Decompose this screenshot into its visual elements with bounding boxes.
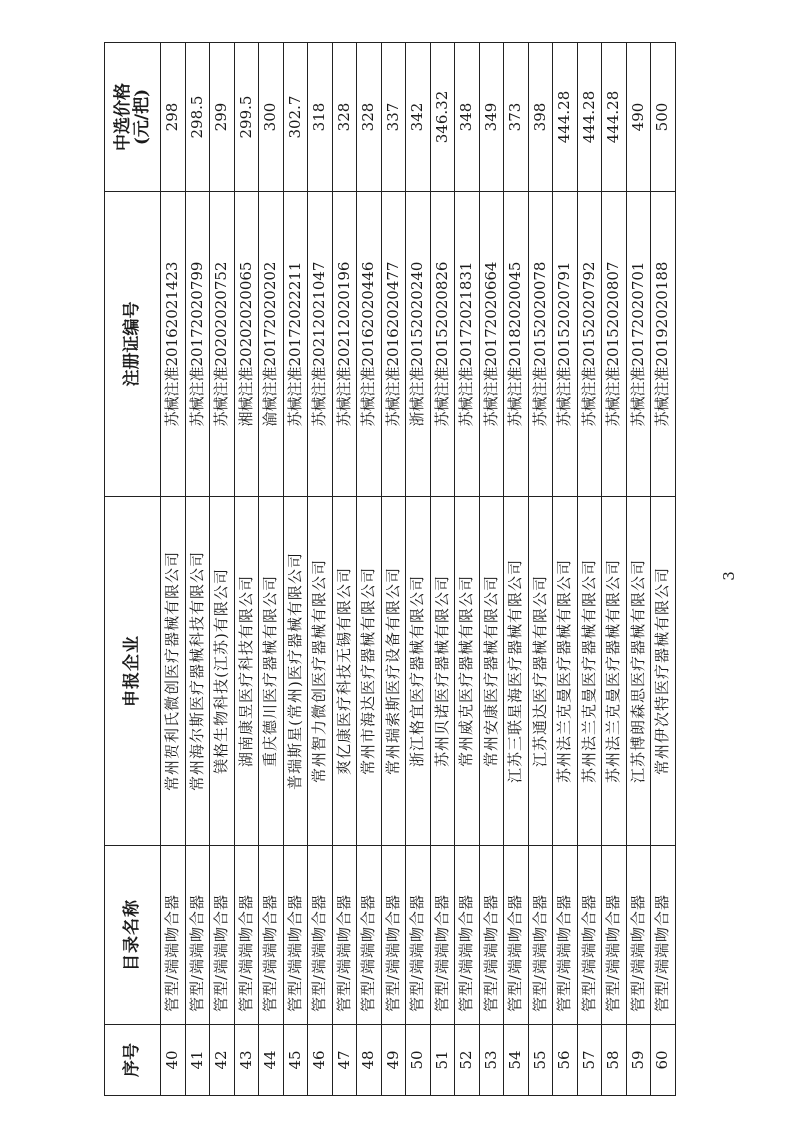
cell-seq: 57 [577,1025,602,1096]
cell-seq: 43 [234,1025,259,1096]
cell-company: 苏州贝诺医疗器械有限公司 [430,497,455,846]
cell-name: 管型/端端吻合器 [259,846,284,1025]
table-row [381,43,406,1096]
cell-reg: 湘械注准20202020065 [234,192,259,497]
table-row [185,43,210,1096]
cell-name: 管型/端端吻合器 [455,846,480,1025]
cell-price: 342 [406,43,431,192]
cell-price: 298.5 [185,43,210,192]
cell-name: 管型/端端吻合器 [234,846,259,1025]
cell-company: 常州市海达医疗器械有限公司 [357,497,382,846]
cell-price: 444.28 [553,43,578,192]
cell-company: 苏州法兰克曼医疗器械有限公司 [553,497,578,846]
cell-price: 490 [626,43,651,192]
cell-name: 管型/端端吻合器 [185,846,210,1025]
cell-seq: 58 [602,1025,627,1096]
cell-name: 管型/端端吻合器 [332,846,357,1025]
cell-reg: 苏械注准20162021423 [161,192,186,497]
cell-company: 爽亿康医疗科技无锡有限公司 [332,497,357,846]
table-row [161,43,186,1096]
rotated-table-wrapper [104,83,672,1096]
header-price-line1: 中选价格 [112,83,133,151]
page-number: 3 [720,571,738,581]
cell-price: 444.28 [602,43,627,192]
cell-name: 管型/端端吻合器 [357,846,382,1025]
cell-reg: 苏械注准20212020196 [332,192,357,497]
cell-reg: 苏械注准20172020664 [479,192,504,497]
header-price [105,43,161,192]
table-row [430,43,455,1096]
cell-price: 337 [381,43,406,192]
cell-name: 管型/端端吻合器 [430,846,455,1025]
cell-price: 299.5 [234,43,259,192]
cell-company: 常州安康医疗器械有限公司 [479,497,504,846]
cell-company: 常州智力微创医疗器械有限公司 [308,497,333,846]
cell-name: 管型/端端吻合器 [161,846,186,1025]
cell-seq: 59 [626,1025,651,1096]
cell-price: 300 [259,43,284,192]
table-row [602,43,627,1096]
cell-seq: 60 [651,1025,676,1096]
cell-company: 苏州法兰克曼医疗器械有限公司 [577,497,602,846]
cell-seq: 54 [504,1025,529,1096]
cell-company: 镁格生物科技(江苏)有限公司 [210,497,235,846]
cell-name: 管型/端端吻合器 [210,846,235,1025]
cell-company: 江苏三联星海医疗器械有限公司 [504,497,529,846]
cell-name: 管型/端端吻合器 [504,846,529,1025]
cell-company: 江苏博朗森思医疗器械有限公司 [626,497,651,846]
table-row [528,43,553,1096]
cell-seq: 49 [381,1025,406,1096]
cell-seq: 46 [308,1025,333,1096]
cell-price: 349 [479,43,504,192]
cell-company: 常州贺利氏微创医疗器械有限公司 [161,497,186,846]
table-row [283,43,308,1096]
cell-seq: 51 [430,1025,455,1096]
cell-seq: 53 [479,1025,504,1096]
header-seq: 序号 [105,1025,161,1096]
cell-price: 318 [308,43,333,192]
cell-reg: 苏械注准20202020752 [210,192,235,497]
cell-reg: 苏械注准20182020045 [504,192,529,497]
cell-reg: 苏械注准20192020188 [651,192,676,497]
table-row [455,43,480,1096]
cell-name: 管型/端端吻合器 [553,846,578,1025]
cell-price: 299 [210,43,235,192]
cell-company: 江苏通达医疗器械有限公司 [528,497,553,846]
table-row [577,43,602,1096]
cell-reg: 苏械注准20152020792 [577,192,602,497]
cell-price: 328 [357,43,382,192]
cell-name: 管型/端端吻合器 [602,846,627,1025]
table-row [332,43,357,1096]
cell-price: 373 [504,43,529,192]
cell-seq: 41 [185,1025,210,1096]
cell-seq: 47 [332,1025,357,1096]
cell-seq: 56 [553,1025,578,1096]
table-header-row [105,43,161,1096]
cell-reg: 苏械注准20162020477 [381,192,406,497]
cell-company: 重庆德川医疗器械有限公司 [259,497,284,846]
cell-reg: 苏械注准20172022211 [283,192,308,497]
cell-name: 管型/端端吻合器 [577,846,602,1025]
cell-company: 常州瑞索斯医疗设备有限公司 [381,497,406,846]
table-row [406,43,431,1096]
cell-reg: 苏械注准20162020446 [357,192,382,497]
table-row [210,43,235,1096]
cell-name: 管型/端端吻合器 [283,846,308,1025]
cell-reg: 苏械注准20172020799 [185,192,210,497]
table-row [504,43,529,1096]
cell-company: 常州海尔斯医疗器械科技有限公司 [185,497,210,846]
cell-company: 常州伊次特医疗器械有限公司 [651,497,676,846]
cell-company: 浙江格宜医疗器械有限公司 [406,497,431,846]
header-reg: 注册证编号 [105,192,161,497]
cell-seq: 40 [161,1025,186,1096]
cell-reg: 苏械注准20212021047 [308,192,333,497]
cell-reg: 苏械注准20152020791 [553,192,578,497]
cell-price: 298 [161,43,186,192]
cell-reg: 苏械注准20172020701 [626,192,651,497]
cell-price: 346.32 [430,43,455,192]
cell-name: 管型/端端吻合器 [406,846,431,1025]
cell-reg: 苏械注准20152020078 [528,192,553,497]
cell-name: 管型/端端吻合器 [381,846,406,1025]
procurement-table [104,42,676,1096]
header-company: 申报企业 [105,497,161,846]
table-row [259,43,284,1096]
cell-seq: 52 [455,1025,480,1096]
table-row [626,43,651,1096]
cell-price: 348 [455,43,480,192]
cell-seq: 44 [259,1025,284,1096]
table-body [161,43,676,1096]
cell-company: 普瑞斯星(常州)医疗器械有限公司 [283,497,308,846]
cell-company: 常州威克医疗器械有限公司 [455,497,480,846]
cell-name: 管型/端端吻合器 [651,846,676,1025]
header-name: 目录名称 [105,846,161,1025]
cell-price: 444.28 [577,43,602,192]
cell-company: 苏州法兰克曼医疗器械有限公司 [602,497,627,846]
cell-reg: 苏械注准20152020826 [430,192,455,497]
table-row [357,43,382,1096]
cell-reg: 浙械注准20152020240 [406,192,431,497]
cell-name: 管型/端端吻合器 [626,846,651,1025]
cell-price: 328 [332,43,357,192]
cell-seq: 55 [528,1025,553,1096]
cell-reg: 苏械注准20152020807 [602,192,627,497]
cell-seq: 50 [406,1025,431,1096]
table-row [234,43,259,1096]
table-row [479,43,504,1096]
cell-name: 管型/端端吻合器 [528,846,553,1025]
cell-name: 管型/端端吻合器 [308,846,333,1025]
cell-seq: 48 [357,1025,382,1096]
table-row [651,43,676,1096]
cell-seq: 45 [283,1025,308,1096]
cell-price: 500 [651,43,676,192]
table-row [308,43,333,1096]
cell-price: 398 [528,43,553,192]
cell-name: 管型/端端吻合器 [479,846,504,1025]
header-price-line2: (元/把) [131,88,152,146]
cell-seq: 42 [210,1025,235,1096]
cell-reg: 渝械注准20172020202 [259,192,284,497]
table-row [553,43,578,1096]
cell-company: 湖南康昱医疗科技有限公司 [234,497,259,846]
cell-price: 302.7 [283,43,308,192]
cell-reg: 苏械注准20172021831 [455,192,480,497]
